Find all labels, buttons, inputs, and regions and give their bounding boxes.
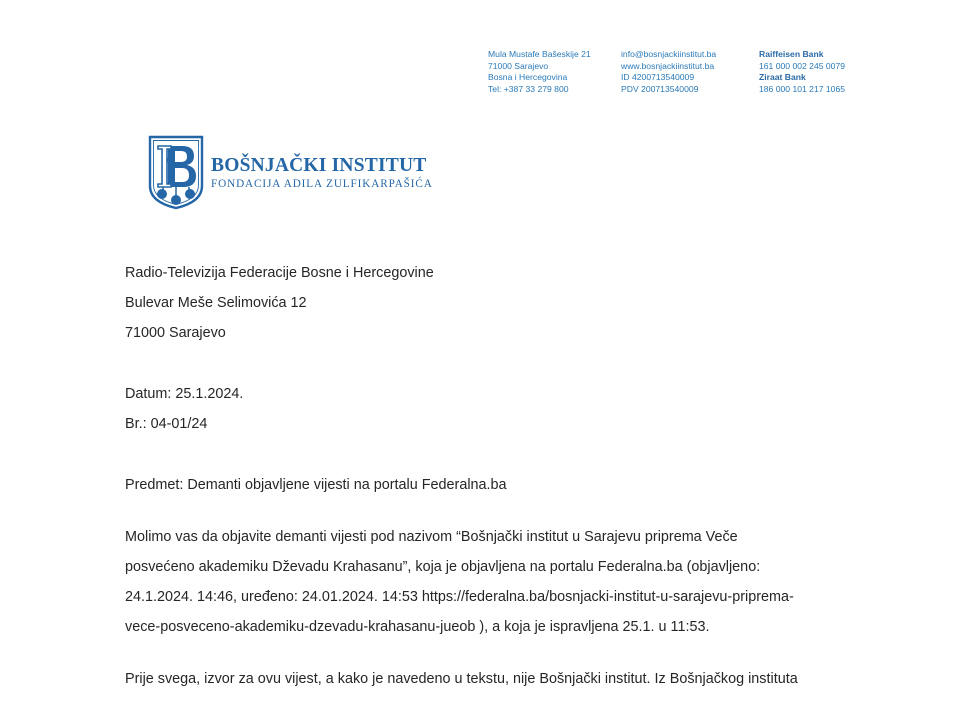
paragraph-line: posvećeno akademiku Dževadu Krahasanu”, koja je objavljena na portalu Federalna.ba (objavljeno: <box>125 559 761 575</box>
logo-subtitle: FONDACIJA ADILA ZULFIKARPAŠIĆA <box>211 178 433 190</box>
letter-date: Datum: 25.1.2024. <box>125 386 244 402</box>
address-country: Bosna i Hercegovina <box>488 72 568 82</box>
contact-id: ID 4200713540009 <box>621 72 695 82</box>
paragraph-line: 24.1.2024. 14:46, uređeno: 24.01.2024. 14:53 https://federalna.ba/bosnjacki-institut-u-sarajevu-priprema- <box>125 589 794 605</box>
letter-subject: Predmet: Demanti objavljene vijesti na portalu Federalna.ba <box>125 477 507 493</box>
address-phone: Tel: +387 33 279 800 <box>488 83 569 94</box>
recipient-city: 71000 Sarajevo <box>125 325 226 341</box>
paragraph-line: Prije svega, izvor za ovu vijest, a kako je navedeno u tekstu, nije Bošnjački institut. Iz Bošnjačkog instituta <box>125 671 798 687</box>
letter-meta <box>125 383 865 443</box>
paragraph-line: Molimo vas da objavite demanti vijesti pod nazivom “Bošnjački institut u Sarajevu priprema Veče <box>125 529 738 545</box>
address-street: Mula Mustafe Bašeskije 21 <box>488 49 591 59</box>
letter-body <box>125 262 865 698</box>
letter-reference: Br.: 04-01/24 <box>125 416 208 432</box>
letterhead-web <box>621 49 741 95</box>
letterhead-banks <box>759 49 889 95</box>
bank-account: 161 000 002 245 0079 <box>759 60 846 71</box>
letterhead-contact <box>488 49 907 95</box>
bank-account: 186 000 101 217 1065 <box>759 83 846 94</box>
recipient-street: Bulevar Meše Selimovića 12 <box>125 295 307 311</box>
body-paragraph-2 <box>125 668 865 698</box>
paragraph-line: vece-posveceno-akademiku-dzevadu-krahasanu-jueob ), a koja je ispravljena 25.1. u 11:53. <box>125 619 710 635</box>
contact-pdv: PDV 200713540009 <box>621 83 699 94</box>
contact-email: info@bosnjackiinstitut.ba <box>621 49 717 59</box>
letterhead-address <box>488 49 604 95</box>
logo-wordmark <box>211 155 433 191</box>
body-paragraph-1 <box>125 526 865 646</box>
recipient-block <box>125 262 865 352</box>
contact-website: www.bosnjackiinstitut.ba <box>621 60 715 71</box>
bank-name: Raiffeisen Bank <box>759 49 824 59</box>
logo-title: BOŠNJAČKI INSTITUT <box>211 155 427 176</box>
bi-monogram-shield-icon <box>147 134 205 210</box>
bank-name: Ziraat Bank <box>759 72 806 82</box>
institute-logo <box>147 134 433 210</box>
recipient-name: Radio-Televizija Federacije Bosne i Hercegovine <box>125 265 434 281</box>
address-city: 71000 Sarajevo <box>488 60 549 71</box>
